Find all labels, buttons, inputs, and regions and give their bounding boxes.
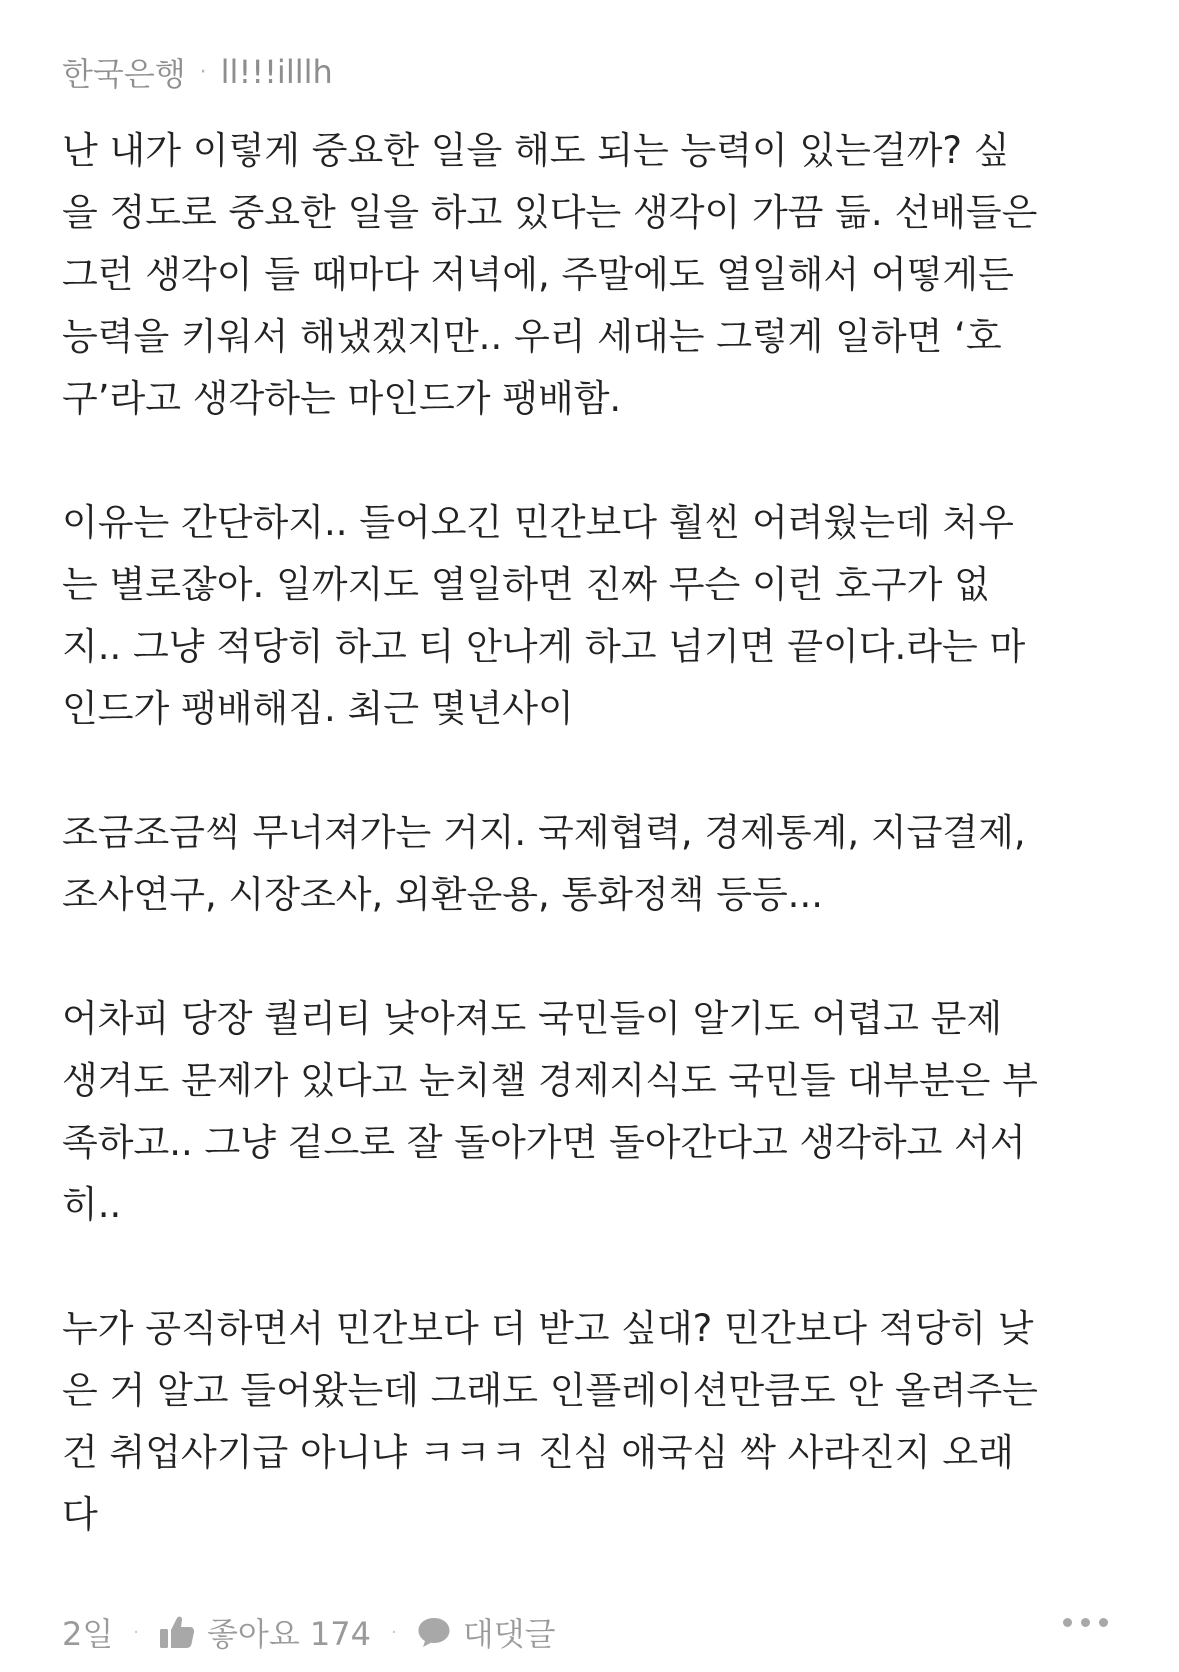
text-line: 그런 생각이 들 때마다 저녁에, 주말에도 열일해서 어떻게든 <box>62 253 1014 296</box>
text-line: 인드가 팽배해짐. 최근 몇년사이 <box>62 687 574 730</box>
reply-button[interactable] <box>417 1609 556 1655</box>
text-line: 능력을 키워서 해냈겠지만.. 우리 세대는 그렇게 일하면 ‘호 <box>62 315 1002 358</box>
like-label: 좋아요 174 <box>207 1615 372 1653</box>
text-line: 을 정도로 중요한 일을 하고 있다는 생각이 가끔 듦. 선배들은 <box>62 191 1038 234</box>
text-line: 조사연구, 시장조사, 외환운용, 통화정책 등등... <box>62 873 823 916</box>
like-button[interactable] <box>159 1609 371 1655</box>
text-line: 건 취업사기급 아니냐 ㅋㅋㅋ 진심 애국심 싹 사라진지 오래 <box>62 1431 1014 1474</box>
text-line: 이유는 간단하지.. 들어오긴 민간보다 훨씬 어려웠는데 처우 <box>62 501 1014 544</box>
more-dots-icon <box>1099 1618 1108 1627</box>
comment-header <box>62 46 1122 98</box>
comment-footer <box>62 1604 1122 1660</box>
text-line: 구’라고 생각하는 마인드가 팽배함. <box>62 377 622 420</box>
more-dots-icon <box>1063 1618 1072 1627</box>
comment-author[interactable]: 한국은행 <box>62 55 186 93</box>
text-line: 는 별로잖아. 일까지도 열일하면 진짜 무슨 이런 호구가 없 <box>62 563 990 606</box>
footer-separator: · <box>391 1621 397 1643</box>
text-line: 지.. 그냥 적당히 하고 티 안나게 하고 넘기면 끝이다.라는 마 <box>62 625 1026 668</box>
more-dots-icon <box>1081 1618 1090 1627</box>
comment-paragraph-4 <box>62 988 1122 1236</box>
comment-nickname[interactable]: ll!!!illlh <box>220 53 333 91</box>
comment-paragraph-5 <box>62 1298 1122 1546</box>
text-line: 히.. <box>62 1183 122 1226</box>
text-line: 은 거 알고 들어왔는데 그래도 인플레이션만큼도 안 올려주는 <box>62 1369 1038 1412</box>
more-options-button[interactable] <box>1063 1618 1108 1627</box>
text-line: 누가 공직하면서 민간보다 더 받고 싶대? 민간보다 적당히 낮 <box>62 1307 1034 1350</box>
comment-paragraph-2 <box>62 492 1122 740</box>
text-line: 생겨도 문제가 있다고 눈치챌 경제지식도 국민들 대부분은 부 <box>62 1059 1038 1102</box>
text-line: 다 <box>62 1493 98 1536</box>
footer-separator: · <box>133 1621 140 1643</box>
comment-paragraph-3 <box>62 802 1122 926</box>
text-line: 난 내가 이렇게 중요한 일을 해도 되는 능력이 있는걸까? 싶 <box>62 129 1010 172</box>
comment-paragraph-1 <box>62 120 1122 430</box>
comment-body <box>62 120 1122 1546</box>
text-line: 족하고.. 그냥 겉으로 잘 돌아가면 돌아간다고 생각하고 서서 <box>62 1121 1026 1164</box>
speech-bubble-icon <box>417 1616 451 1648</box>
comment-time: 2일 <box>62 1615 114 1653</box>
text-line: 조금조금씩 무너져가는 거지. 국제협력, 경제통계, 지급결제, <box>62 811 1026 854</box>
reply-label: 대댓글 <box>462 1615 556 1653</box>
header-separator: · <box>199 59 207 85</box>
comment <box>62 46 1122 1546</box>
text-line: 어차피 당장 퀄리티 낮아져도 국민들이 알기도 어렵고 문제 <box>62 997 1003 1040</box>
thumbs-up-icon <box>159 1615 195 1649</box>
